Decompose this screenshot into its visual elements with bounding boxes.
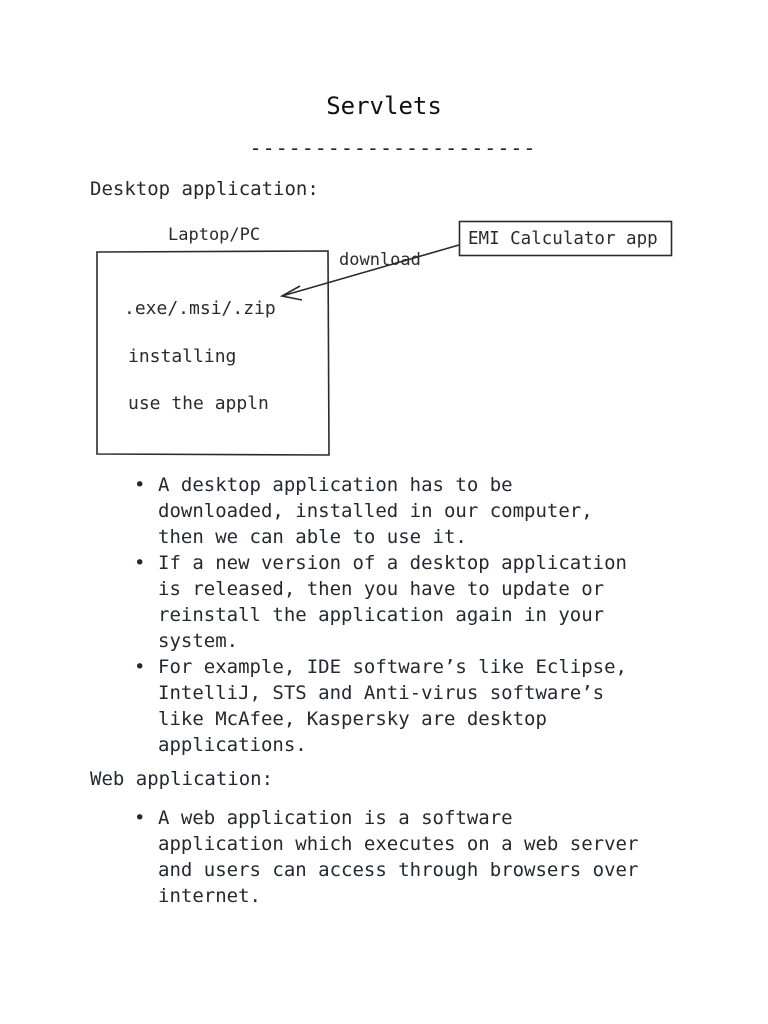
box-line-use: use the appln — [128, 393, 269, 414]
download-label: download — [339, 250, 421, 270]
page-title: Servlets — [326, 92, 442, 120]
box-line-installing: installing — [128, 346, 237, 367]
web-app-heading: Web application: — [90, 768, 274, 790]
emi-app-box — [460, 222, 672, 256]
download-arrow-head — [282, 286, 302, 300]
list-item: • A web application is a software application which executes on a web server and users can access through browsers over internet. — [158, 805, 758, 909]
list-item: • If a new version of a desktop application is released, then you have to update or reinstall the application again in your system. — [158, 550, 758, 654]
list-item: • A desktop application has to be downloaded, installed in our computer, then we can able to use it. — [158, 472, 758, 550]
desktop-bullet-list — [90, 472, 758, 758]
desktop-download-diagram — [0, 0, 768, 470]
box-line-exe: .exe/.msi/.zip — [124, 298, 276, 319]
web-bullet-list — [90, 805, 758, 909]
emi-app-label: EMI Calculator app — [468, 229, 658, 249]
title-separator: ---------------------- — [249, 136, 537, 160]
laptop-label: Laptop/PC — [168, 225, 261, 245]
laptop-box — [97, 251, 329, 455]
list-item: • For example, IDE software’s like Eclipse, IntelliJ, STS and Anti-virus software’s like McAfee, Kaspersky are desktop applications. — [158, 654, 758, 758]
download-arrow — [282, 245, 459, 296]
desktop-app-heading: Desktop application: — [90, 178, 319, 200]
